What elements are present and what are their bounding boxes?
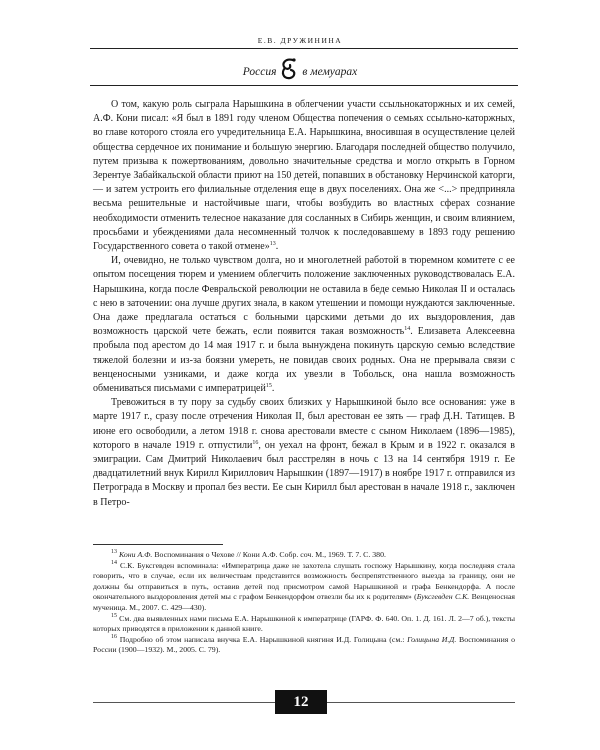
- footnote-ref: 15: [265, 383, 272, 390]
- author-name: Кони А.Ф.: [118, 550, 153, 559]
- footnote-ref: 13: [269, 241, 276, 248]
- text-run: О том, какую роль сыграла Нарышкина в облегчении участи ссыльнокаторжных и их семей, А.Ф. Кони писал: «Я был в 1891 году членом Общества попечения о семьях ссыльно-каторжных, во главе которого стояла его учредительница Е.А. Нарышкина, вносившая в осуществление целей общества сердечное их понимание и большую энергию. Благодаря последней общество получило, путем призыва к пожертвованиям, довольно значительные средства и могло открыть в Горном Зерентуе Забайкальской области приют на 150 детей, попавших в обстановку Нерчинской каторги, — и затем устроить его филиальные отделения еще в двух поселениях. Она же <...> предприняла весьма решительные и настойчивые шаги, чтобы возбудить во властных сферах сознание необходимости отменить телесное наказание для сосланных в Сибирь женщин, и своим влиянием, просьбами и убеждениями дала несомненный толчок к последовавшему в 1893 году решению Государственного совета о такой отмене»: [93, 99, 515, 253]
- text-run: И, очевидно, не только чувством долга, но и многолетней работой в тюремном комитете с ее опытом посещения тюрем и умением облегчить положение заключенных руководствовалась Е.А. Нарышкина, когда после Февральской революции не оставила в беде семью Николая II и осталась с нею в заточении: она лучше других знала, в каком утешении и помощи нуждаются заключенные. Она даже предлагала остаться с больными царскими детьми до их выздоровления, дав возможность царской чете бежать, если появится такая возможность: [93, 255, 515, 338]
- text-run: См. два выявленных нами письма Е.А. Нарышкиной к императрице (ГАРФ. Ф. 640. Оп. 1. Д. 161. Л. 2—7 об.), тексты которых приводятся в приложении к данной книге.: [93, 613, 515, 634]
- footnote: [93, 614, 515, 635]
- footnote: [93, 635, 515, 656]
- paragraph: [93, 254, 515, 396]
- text-run: Подробно об этом написала внучка Е.А. Нарышкиной княгиня И.Д. Голицына (см.:: [117, 634, 408, 644]
- text-run: Тревожиться в ту пору за судьбу своих близких у Нарышкиной было все основания: уже в марте 1917 г., сразу после отречения Николая II, был арестован ее зять — граф Д.Н. Татищев. В июне его освободили, а летом 1918 г. снова арестовали вместе с сыном Николаем (1896—1985), которого в начале 1919 г. отпустили: [93, 397, 515, 451]
- text-run: С.К. Буксгевден вспоминала: «Императрица даже не захотела слушать госпожу Нарышкину, когда последняя стала говорить, что в случае, если их величествам представится возможность беспрепятственного выезда за границу, они не должны бы отправиться в путь, оставив детей под присмотром самой Нарышкиной и графа Бенкендорфа. А после окончательного выздоровления детей мы с графом Бенкендорфом отвезли бы их к родителям» (: [93, 560, 515, 602]
- running-title-right: в мемуарах: [302, 66, 358, 78]
- running-title-left: Россия: [242, 66, 277, 78]
- text-run: Воспоминания о Чехове // Кони А.Ф. Собр. соч. М., 1969. Т. 7. С. 380.: [152, 550, 386, 559]
- footnote-ref: 15: [111, 612, 117, 619]
- author-name: Буксгевден С.К.: [416, 592, 470, 602]
- footnote-ref: 13: [111, 549, 117, 555]
- footnote-ref: 16: [111, 633, 117, 640]
- text-run: , он уехал на фронт, бежал в Крым и в 1922 г. оказался в эмиграции. Сам Дмитрий Николаевич был расстрелян в ночь с 13 на 14 сентября 1919 г. Ее двадцатилетний внук Кирилл Кириллович Нарышкин (1897—1917) в ноябре 1917 г. отправился из Петрограда в Москву и пропал без вести. Ее сын Кирилл был арестован в начале 1918 г., заключен в Петро-: [93, 439, 516, 508]
- footnote-ref: 16: [252, 439, 259, 446]
- page-number: 12: [275, 690, 327, 714]
- footnote-rule: [93, 544, 223, 545]
- paragraph: [93, 396, 515, 510]
- running-author: Е.В. ДРУЖИНИНА: [257, 36, 343, 45]
- footnotes: [93, 550, 515, 656]
- running-title: [0, 62, 600, 82]
- header-rule-bottom: [90, 85, 518, 86]
- ornament-icon: [279, 56, 299, 82]
- footnote-ref: 14: [111, 559, 117, 566]
- text-run: . Елизавета Алексеевна пробыла под арестом до 14 мая 1917 г. и была вынуждена покинуть царскую семью вследствие тяжелой болезни и из-за боязни умереть, не повидав своих родных. Она не прерывала связи с венценосными узниками, и даже когда их увезли в Тобольск, она нашла возможность обмениваться письмами с императрицей: [93, 326, 515, 395]
- author-name: Голицына И.Д.: [407, 634, 457, 644]
- footnote-ref: 14: [404, 326, 411, 333]
- text-run: .: [271, 383, 275, 395]
- text-run: Воспоминания о России (1900—1932). М., 2005. С. 79).: [93, 634, 515, 655]
- paragraph: [93, 98, 515, 254]
- text-run: Венценосная мученица. М., 2007. С. 429—430).: [93, 592, 515, 612]
- header-rule-top: [90, 48, 518, 49]
- footnote: [93, 561, 515, 614]
- body-text: [93, 98, 515, 510]
- footnote: [93, 550, 515, 561]
- text-run: .: [275, 241, 279, 253]
